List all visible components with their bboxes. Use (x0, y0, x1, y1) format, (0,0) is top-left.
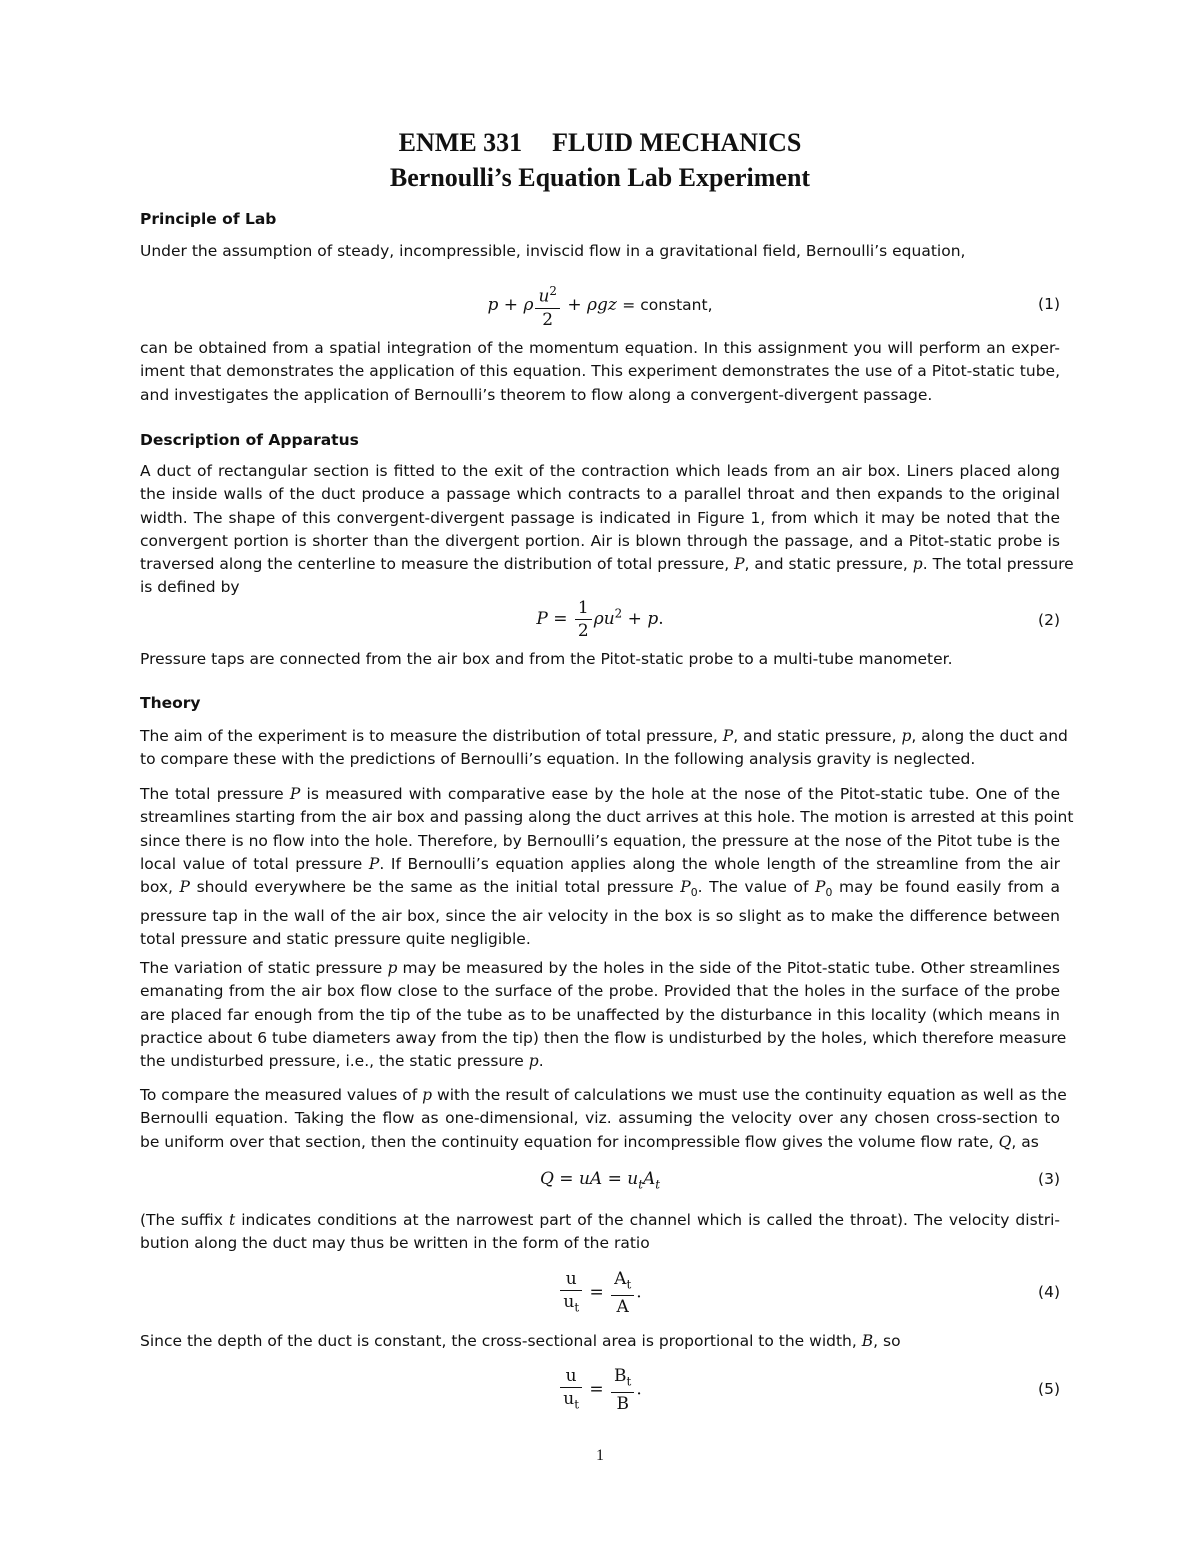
theory-paragraph-6: Since the depth of the duct is constant, the cross-sectional area is proportional to the width, B, so (140, 1332, 901, 1350)
apparatus-taps: Pressure taps are connected from the air box and from the Pitot-static probe to a multi-tube manometer. (140, 650, 953, 668)
equation-number: (1) (1038, 295, 1060, 313)
document-page: ENME 331 FLUID MECHANICS Bernoulli’s Equation Lab Experiment Principle of Lab Under the assumption of steady, incompressible, inviscid flow in a gravitational field, Bernoulli’s equation, p + ρ $\frac{u^2}{2}$ + ρgz = constant, (1) can be obtained from a spatial integration of the momentum equation. In this assignment you will perform an exper- iment that demonstrates the application of this equation. This experiment demonstrates the use of a Pitot-static tube, and investigates the application of Bernoulli’s theorem to flow along a convergent-divergent passage. Description of Apparatus A duct of rectangular section is fitted to the exit of the contraction which leads from an air box. Liners placed along the inside walls of the duct produce a passage which contracts to a parallel throat and then expands to the original width. The shape of this convergent-divergent passage is indicated in Figure 1, from which it may be noted that the convergent portion is shorter than the divergent portion. Air is blown through the passage, and a Pitot-static probe is traversed along the centerline to measure the distribution of total pressure, P, and static pressure, p. The total pressure is defined by P = $\frac{1}{2}$ $\rho u^2 + p$. (2) Pressure taps are connected from the air box and from the Pitot-static probe to a multi-tube manometer. Theory The aim of the experiment is to measure the distribution of total pressure, P, and static pressure, p, along the duct and to compare these with the predictions of Bernoulli’s equation. In the following analysis gravity is neglected. The total pressure P is measured with comparative ease by the hole at the nose of the Pitot-static tube. One of the streamlines starting from the air box and passing along the duct arrives at this hole. The motion is arrested at this point since there is no flow into the hole. Therefore, by Bernoulli’s equation, the pressure at the nose of the Pitot tube is the local value of total pressure P. If Bernoulli’s equation applies along the whole length of the streamline from the air box, P should everywhere be the same as the initial total pressure $P_0$. The value of $P_0$ may be found easily from a pressure tap in the wall of the air box, since the air velocity in the box is so slight as to make the difference between total pressure and static pressure quite negligible. The variation of static pressure p may be measured by the holes in the side of the Pitot-static tube. Other streamlines emanating from the air box flow close to the surface of the probe. Provided that the holes in the surface of the probe are placed far enough from the tip of the tube as to be unaffected by the disturbance in this locality (which means in practice about 6 tube diameters away from the tip) then the flow is undisturbed by the holes, which therefore measure the undisturbed pressure, i.e., the static pressure p. To compare the measured values of p with the result of calculations we must use the continuity equation as well as the Bernoulli equation. Taking the flow as one-dimensional, viz. assuming the velocity over any chosen cross-section to be uniform over that section, then the continuity equation for incompressible flow gives the volume flow rate, Q, as Q = uA = $u_tA_t$ (3) (The suffix t indicates conditions at the narrowest part of the channel which is called the throat). The velocity distri- bution along the duct may thus be written in the form of the ratio $\frac{u}{u_t}$ = $\frac{A_t}{A}$ . (4) Since the depth of the duct is constant, the cross-sectional area is proportional to the width, B, so $\frac{u}{u_t}$ = $\frac{B_t}{B}$ . (5) 1 (0, 0, 1200, 1553)
principle-paragraph: can be obtained from a spatial integration of the momentum equation. In this assignment you will perform an exper- iment that demonstrates the application of this equation. This experiment demonstrates the use of a Pitot-static tube, and investigates the application of Bernoulli’s theorem to flow along a convergent-divergent passage. (140, 339, 1060, 404)
heading-theory: Theory (140, 694, 201, 712)
theory-paragraph-1: The aim of the experiment is to measure the distribution of total pressure, P, and static pressure, p, along the duct and to compare these with the predictions of Bernoulli’s equation. In the following analysis gravity is neglected. (140, 727, 1068, 769)
page-number: 1 (596, 1447, 604, 1464)
theory-paragraph-4: To compare the measured values of p with the result of calculations we must use the continuity equation as well as the Bernoulli equation. Taking the flow as one-dimensional, viz. assuming the velocity over any chosen cross-section to be uniform over that section, then the continuity equation for incompressible flow gives the volume flow rate, Q, as (140, 1086, 1067, 1151)
course-subject: FLUID MECHANICS (552, 128, 802, 157)
theory-paragraph-5: (The suffix t indicates conditions at the narrowest part of the channel which is called the throat). The velocity distri- bution along the duct may thus be written in the form of the ratio (140, 1211, 1061, 1253)
equation-number: (3) (1038, 1170, 1060, 1188)
equation-number: (2) (1038, 611, 1060, 629)
document-subtitle: Bernoulli’s Equation Lab Experiment (389, 163, 811, 192)
course-code: ENME 331 (398, 128, 523, 157)
equation-number: (5) (1038, 1380, 1060, 1398)
heading-apparatus: Description of Apparatus (140, 431, 359, 449)
equation-number: (4) (1038, 1283, 1060, 1301)
heading-principle: Principle of Lab (140, 210, 277, 228)
theory-paragraph-2: The total pressure P is measured with comparative ease by the hole at the nose of the Pitot-static tube. One of the streamlines starting from the air box and passing along the duct arrives at this hole. The motion is arrested at this point since there is no flow into the hole. Therefore, by Bernoulli’s equation, the pressure at the nose of the Pitot tube is the local value of total pressure P. If Bernoulli’s equation applies along the whole length of the streamline from the air box, P should everywhere be the same as the initial total pressure $P_0$. The value of $P_0$ may be found easily from a pressure tap in the wall of the air box, since the air velocity in the box is so slight as to make the difference between total pressure and static pressure quite negligible. (140, 785, 1074, 948)
apparatus-paragraph: A duct of rectangular section is fitted to the exit of the contraction which leads from an air box. Liners placed along the inside walls of the duct produce a passage which contracts to a parallel throat and then expands to the original width. The shape of this convergent-divergent passage is indicated in Figure 1, from which it may be noted that the convergent portion is shorter than the divergent portion. Air is blown through the passage, and a Pitot-static probe is traversed along the centerline to measure the distribution of total pressure, P, and static pressure, p. The total pressure is defined by (140, 462, 1074, 597)
theory-paragraph-3: The variation of static pressure p may be measured by the holes in the side of the Pitot-static tube. Other streamlines emanating from the air box flow close to the surface of the probe. Provided that the holes in the surface of the probe are placed far enough from the tip of the tube as to be unaffected by the disturbance in this locality (which means in practice about 6 tube diameters away from the tip) then the flow is undisturbed by the holes, which therefore measure the undisturbed pressure, i.e., the static pressure p. (140, 959, 1067, 1071)
principle-intro: Under the assumption of steady, incompressible, inviscid flow in a gravitational field, Bernoulli’s equation, (140, 242, 966, 260)
document-title (0, 127, 1200, 159)
